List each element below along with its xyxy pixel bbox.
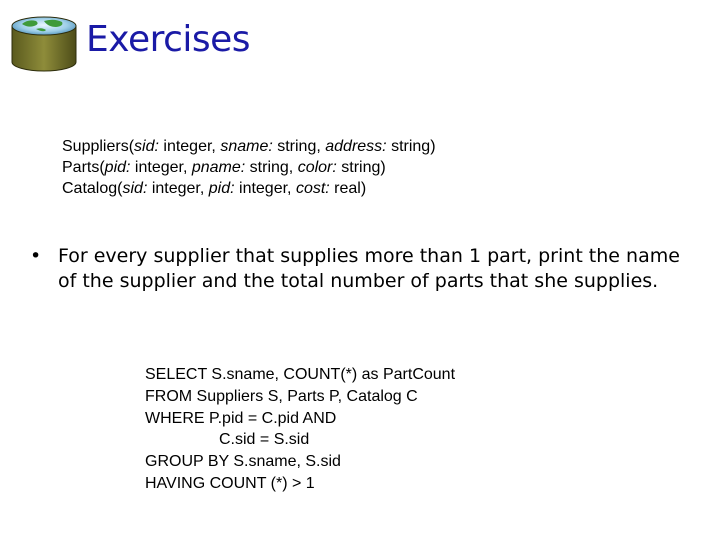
schema-line: Parts(pid: integer, pname: string, color: string) — [62, 159, 386, 176]
field-name: pid: — [208, 180, 235, 197]
field-type: string — [272, 138, 317, 155]
sql-line: SELECT S.sname, COUNT(*) as PartCount — [145, 366, 456, 383]
sql-query — [145, 364, 455, 495]
field-type: integer — [130, 159, 183, 176]
database-disk-icon — [8, 12, 80, 74]
field-name: color: — [297, 159, 337, 176]
field-type: string — [386, 138, 431, 155]
field-name: cost: — [295, 180, 330, 197]
field-name: pname: — [191, 159, 246, 176]
sql-line: HAVING COUNT (*) > 1 — [145, 474, 315, 492]
field-type: integer — [158, 138, 212, 155]
field-type: string — [336, 159, 381, 176]
field-name: sname: — [220, 138, 273, 155]
sql-line: GROUP BY S.sname, S.sid — [145, 453, 341, 471]
field-type: real — [329, 180, 361, 197]
field-name: sid: — [134, 138, 159, 155]
field-type: integer — [147, 180, 200, 197]
sql-line: C.sid = S.sid — [219, 431, 310, 449]
bullet-marker: • — [30, 245, 42, 267]
field-name: sid: — [122, 180, 148, 197]
schema-block — [62, 136, 436, 199]
field-type: string — [245, 159, 289, 176]
table-name: Parts — [62, 159, 100, 176]
slide-title: Exercises — [86, 19, 251, 60]
sql-line: FROM Suppliers S, Parts P, Catalog C — [145, 387, 418, 405]
field-name: address: — [325, 138, 387, 155]
field-type: integer — [234, 180, 288, 197]
field-name: pid: — [104, 159, 131, 176]
sql-line: WHERE P.pid = C.pid AND — [145, 409, 337, 427]
table-name: Catalog — [62, 180, 118, 197]
table-name: Suppliers — [62, 138, 129, 155]
schema-line: Catalog(sid: integer, pid: integer, cost: real) — [62, 180, 367, 197]
schema-line: Suppliers(sid: integer, sname: string, address: string) — [62, 138, 436, 155]
bullet-text: For every supplier that supplies more than 1 part, print the name of the supplier and the total number of parts that she supplies. — [58, 245, 680, 292]
